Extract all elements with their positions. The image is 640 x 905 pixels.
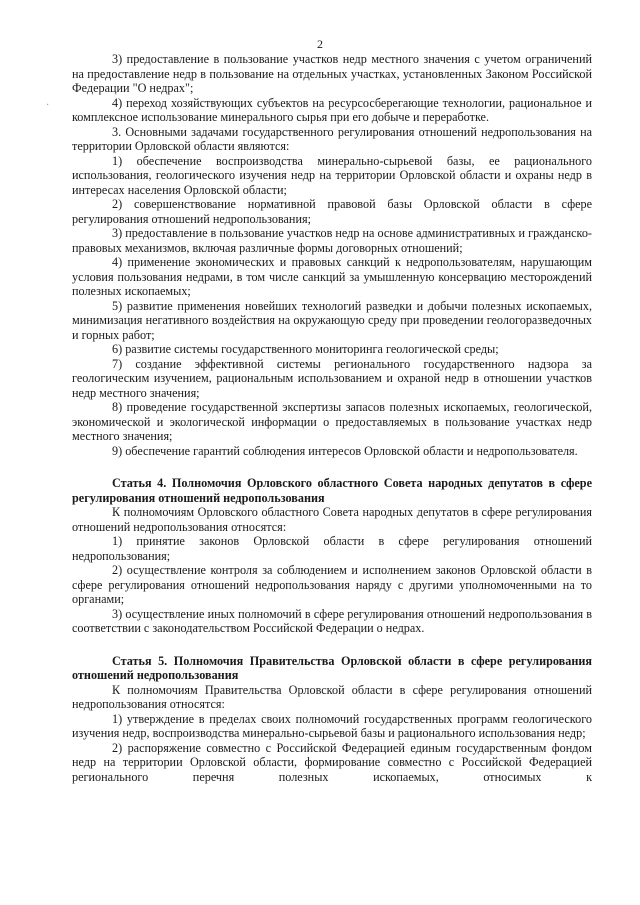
paragraph: 4) переход хозяйствующих субъектов на ресурсосберегающие технологии, рациональное и комплексное использование минерального сырья при его добыче и переработке. bbox=[72, 95, 592, 124]
paragraph: 6) развитие системы государственного мониторинга геологической среды; bbox=[112, 342, 499, 356]
paragraph: 9) обеспечение гарантий соблюдения интересов Орловской области и недропользователя. bbox=[112, 443, 578, 458]
paragraph: 2) распоряжение совместно с Российской Федерацией единым государственным фондом недр на территории Орловской области, формирование совместно с Российской Федерацией регионального перечня полезных ископаемых, относимых к bbox=[72, 740, 592, 784]
paragraph: 3) предоставление в пользование участков недр на основе административных и гражданско-правовых механизмов, включая различные формы договорных отношений; bbox=[72, 226, 592, 255]
paragraph: 3) предоставление в пользование участков недр местного значения с учетом ограничений на предоставление недр в пользование на отдельных участках, установленных Законом Российской Федерации "О недрах"; bbox=[72, 52, 592, 95]
margin-mark: · bbox=[46, 100, 50, 111]
paragraph: 2) совершенствование нормативной правовой базы Орловской области в сфере регулирования отношений недропользования; bbox=[72, 197, 592, 226]
paragraph: К полномочиям Правительства Орловской области в сфере регулирования отношений недропользования относятся: bbox=[72, 682, 592, 711]
paragraph: 5) развитие применения новейших технологий разведки и добычи полезных ископаемых, минимизация негативного воздействия на окружающую среду при проведении геологоразведочных и горных работ; bbox=[72, 298, 592, 342]
paragraph: 8) проведение государственной экспертизы запасов полезных ископаемых, геологической, экономической и экологической информации о предоставляемых в пользование участках недр местного значения; bbox=[72, 400, 592, 443]
paragraph: 3. Основными задачами государственного регулирования отношений недропользования на территории Орловской области являются: bbox=[72, 124, 592, 153]
paragraph: 2) осуществление контроля за соблюдением и исполнением законов Орловской области в сфере регулирования отношений недропользования наряду с другими уполномоченными на то органами; bbox=[72, 563, 592, 606]
paragraph: 1) утверждение в пределах своих полномочий государственных программ геологического изучения недр, воспроизводства минерально-сырьевой базы и рационального использования недр; bbox=[72, 711, 592, 740]
article-heading: Статья 5. Полномочия Правительства Орловской области в сфере регулирования отношений недропользования bbox=[72, 653, 592, 682]
article-heading: Статья 4. Полномочия Орловского областного Совета народных депутатов в сфере регулирования отношений недропользования bbox=[72, 476, 592, 505]
paragraph: 1) обеспечение воспроизводства минерально-сырьевой базы, ее рационального использования, геологического изучения недр на территории Орловской области и охраны недр в интересах населения Орловской области; bbox=[72, 153, 592, 197]
paragraph: 1) принятие законов Орловской области в сфере регулирования отношений недропользования; bbox=[72, 534, 592, 563]
paragraph: 3) осуществление иных полномочий в сфере регулирования отношений недропользования в соответствии с законодательством Российской Федерации о недрах. bbox=[72, 606, 592, 635]
document-body bbox=[72, 52, 592, 784]
page-number: 2 bbox=[317, 37, 323, 51]
paragraph: 4) применение экономических и правовых санкций к недропользователям, нарушающим условия пользования недрами, в том числе санкций за умышленную консервацию месторождений полезных ископаемых; bbox=[72, 255, 592, 298]
paragraph: 7) создание эффективной системы регионального государственного надзора за геологическим изучением, рациональным использованием и охраной недр в отношении участков недр местного значения; bbox=[72, 356, 592, 400]
paragraph: К полномочиям Орловского областного Совета народных депутатов в сфере регулирования отношений недропользования относятся: bbox=[72, 505, 592, 534]
